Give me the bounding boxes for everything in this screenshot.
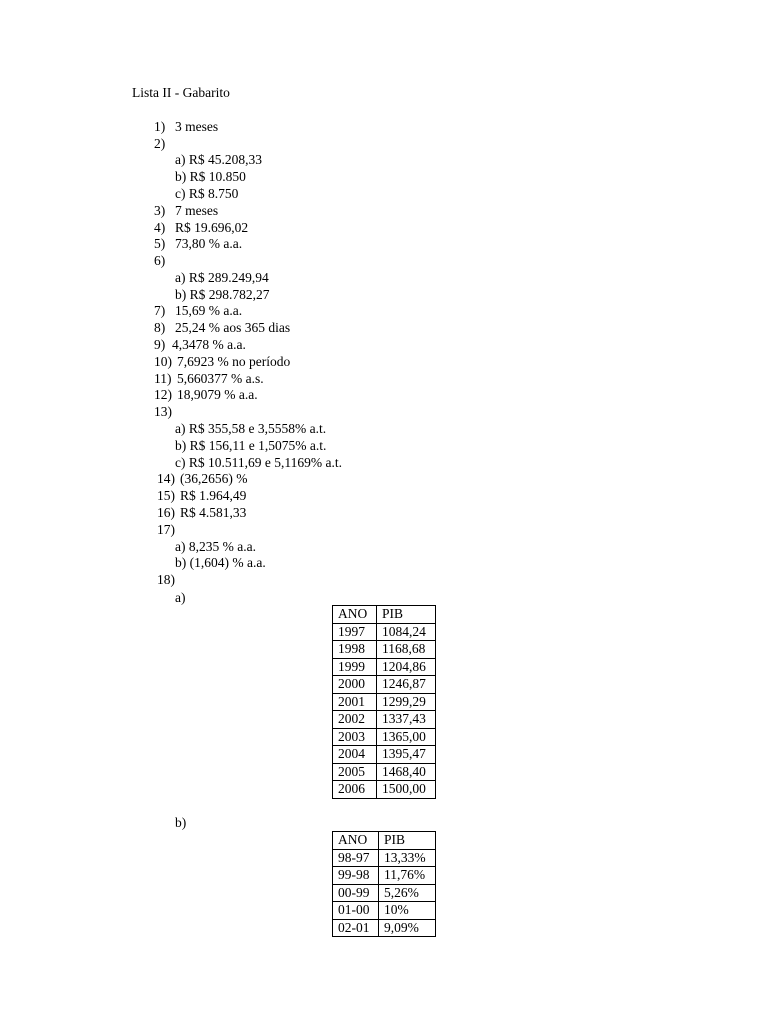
table-row (333, 693, 436, 711)
cell-period: 02-01 (333, 919, 379, 937)
answer-8-text: 25,24 % aos 365 dias (175, 320, 291, 335)
answer-17-number: 17) (157, 522, 175, 537)
answer-17b: b) (1,604) % a.a. (175, 555, 266, 570)
answer-13c: c) R$ 10.511,69 e 5,1169% a.t. (175, 455, 342, 470)
answer-13a: a) R$ 355,58 e 3,5558% a.t. (175, 421, 327, 436)
answer-5-number: 5) (154, 236, 166, 251)
pib-growth-table (332, 831, 436, 937)
answer-15-number: 15) (157, 488, 175, 503)
cell-pib: 1395,47 (377, 746, 436, 764)
table-row (333, 849, 436, 867)
cell-ano: 2002 (333, 711, 377, 729)
answer-15-text: R$ 1.964,49 (180, 488, 247, 503)
answer-3-text: 7 meses (175, 203, 219, 218)
answer-8-number: 8) (154, 320, 166, 335)
cell-ano: 2005 (333, 763, 377, 781)
cell-pib: 1468,40 (377, 763, 436, 781)
answer-11-number: 11) (154, 371, 172, 386)
cell-pib: 1168,68 (377, 641, 436, 659)
answer-10-number: 10) (154, 354, 172, 369)
answer-16-text: R$ 4.581,33 (180, 505, 247, 520)
answer-6b: b) R$ 298.782,27 (175, 287, 270, 302)
answer-17a: a) 8,235 % a.a. (175, 539, 256, 554)
table-row (333, 658, 436, 676)
cell-ano: 2003 (333, 728, 377, 746)
cell-period: 01-00 (333, 902, 379, 920)
cell-period: 98-97 (333, 849, 379, 867)
cell-pib: 1500,00 (377, 781, 436, 799)
answer-3-number: 3) (154, 203, 166, 218)
table-row (333, 919, 436, 937)
answer-7-text: 15,69 % a.a. (175, 303, 243, 318)
answer-4-number: 4) (154, 220, 166, 235)
answer-10-text: 7,6923 % no período (177, 354, 291, 369)
cell-pib: 1246,87 (377, 676, 436, 694)
cell-pib: 1365,00 (377, 728, 436, 746)
answer-2b: b) R$ 10.850 (175, 169, 246, 184)
cell-ano: 2000 (333, 676, 377, 694)
cell-pib: 1204,86 (377, 658, 436, 676)
table-row (333, 884, 436, 902)
cell-ano: 1998 (333, 641, 377, 659)
table-row (333, 763, 436, 781)
answer-9-number: 9) (154, 337, 166, 352)
cell-period: 00-99 (333, 884, 379, 902)
answer-18b-label: b) (175, 815, 187, 830)
answer-13-number: 13) (154, 404, 172, 419)
cell-pib: 1337,43 (377, 711, 436, 729)
answer-2a: a) R$ 45.208,33 (175, 152, 262, 167)
table-row (333, 867, 436, 885)
answer-16-number: 16) (157, 505, 175, 520)
cell-growth: 13,33% (379, 849, 436, 867)
answer-2c: c) R$ 8.750 (175, 186, 239, 201)
answer-12-number: 12) (154, 387, 172, 402)
cell-pib: 1084,24 (377, 623, 436, 641)
table-header-row (333, 832, 436, 850)
cell-growth: 10% (379, 902, 436, 920)
answer-4-text: R$ 19.696,02 (175, 220, 249, 235)
answer-5-text: 73,80 % a.a. (175, 236, 243, 251)
table-row (333, 746, 436, 764)
table-row (333, 641, 436, 659)
table-row (333, 676, 436, 694)
answer-7-number: 7) (154, 303, 166, 318)
cell-ano: 1999 (333, 658, 377, 676)
cell-growth: 5,26% (379, 884, 436, 902)
answer-6a: a) R$ 289.249,94 (175, 270, 269, 285)
page-title: Lista II - Gabarito (132, 85, 230, 100)
answer-18-number: 18) (157, 572, 175, 587)
cell-ano: 1997 (333, 623, 377, 641)
cell-ano: 2004 (333, 746, 377, 764)
answer-2-number: 2) (154, 136, 166, 151)
answer-1-text: 3 meses (175, 119, 219, 134)
pib-table (332, 605, 436, 799)
header-ano: ANO (333, 606, 377, 624)
cell-growth: 11,76% (379, 867, 436, 885)
answer-11-text: 5,660377 % a.s. (177, 371, 264, 386)
cell-ano: 2006 (333, 781, 377, 799)
table-row (333, 728, 436, 746)
answer-12-text: 18,9079 % a.a. (177, 387, 258, 402)
answer-14-text: (36,2656) % (180, 471, 248, 486)
answer-18a-label: a) (175, 590, 186, 605)
cell-ano: 2001 (333, 693, 377, 711)
header-pib: PIB (379, 832, 436, 850)
cell-period: 99-98 (333, 867, 379, 885)
table-row (333, 623, 436, 641)
answer-14-number: 14) (157, 471, 175, 486)
table-row (333, 781, 436, 799)
answer-9-text: 4,3478 % a.a. (172, 337, 246, 352)
answer-1-number: 1) (154, 119, 166, 134)
answer-13b: b) R$ 156,11 e 1,5075% a.t. (175, 438, 327, 453)
answer-6-number: 6) (154, 253, 166, 268)
header-pib: PIB (377, 606, 436, 624)
table-header-row (333, 606, 436, 624)
table-row (333, 902, 436, 920)
header-ano: ANO (333, 832, 379, 850)
table-row (333, 711, 436, 729)
cell-pib: 1299,29 (377, 693, 436, 711)
cell-growth: 9,09% (379, 919, 436, 937)
